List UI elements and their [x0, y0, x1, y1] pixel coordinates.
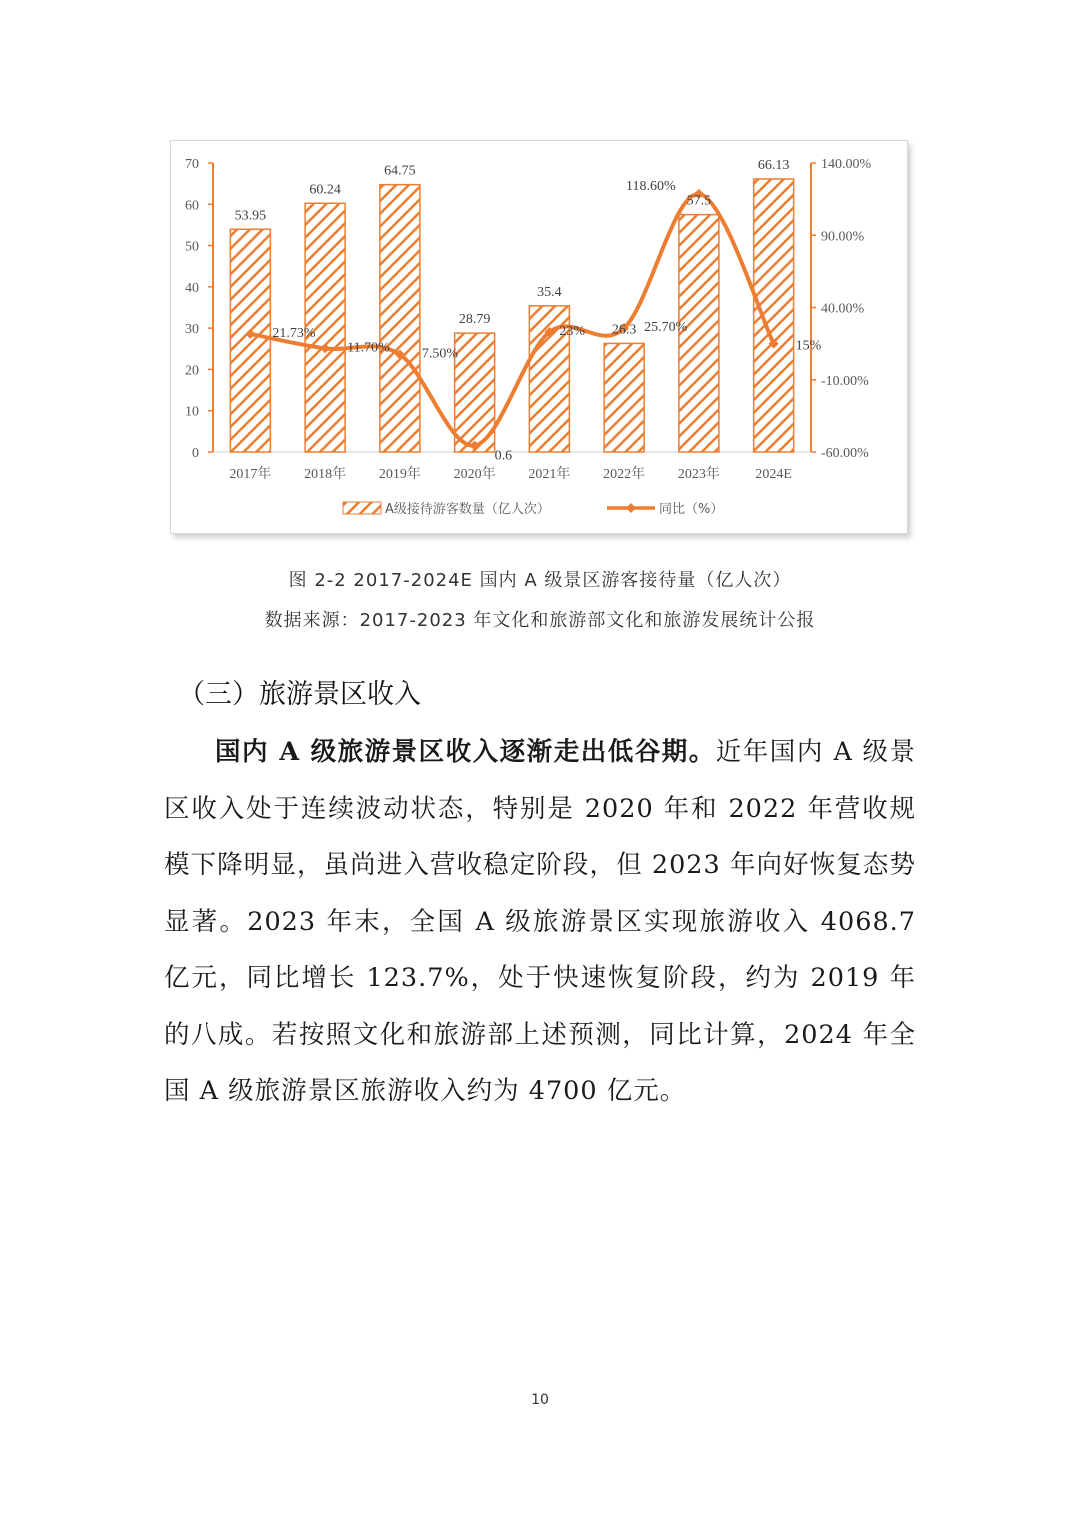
x-tick-label: 2024E [755, 467, 792, 482]
legend-bar-swatch [343, 502, 381, 514]
bar [380, 185, 420, 452]
x-tick-label: 2019年 [378, 467, 421, 482]
chart-frame [170, 140, 908, 534]
left-tick-label: 10 [185, 404, 199, 420]
left-tick-label: 70 [185, 157, 199, 172]
x-tick-label: 2018年 [304, 467, 347, 482]
growth-value-label: 15% [795, 338, 822, 354]
x-tick-label: 2021年 [528, 467, 571, 482]
right-tick-label: 90.00% [821, 229, 865, 245]
bar [754, 179, 794, 452]
body-text: 近年国内 A 级景区收入处于连续波动状态，特别是 2020 年和 2022 年营收规模下降明显，虽尚进入营收稳定阶段，但 2023 年向好恢复态势显著。2023 年末，全国 A 级旅游景区实现旅游收入 4068.7 亿元，同比增长 123.7%，处于快速恢复阶段，约为 2019 年的八成。若按照文化和旅游部上述预测，同比计算，2024 年全国 A 级旅游景区旅游收入约为 4700 亿元。 [164, 737, 916, 1106]
bar-value-label: 28.79 [458, 312, 491, 328]
left-tick-label: 20 [185, 363, 199, 379]
growth-value-label: 7.50% [421, 346, 459, 362]
lead-sentence: 国内 A 级旅游景区收入逐渐走出低谷期。 [215, 737, 716, 767]
x-tick-label: 2023年 [677, 467, 720, 482]
left-tick-label: 0 [192, 446, 199, 461]
section-heading: （三）旅游景区收入 [178, 679, 421, 710]
bar-value-label: 64.75 [384, 163, 416, 179]
growth-value-label: 0.6 [494, 448, 513, 464]
right-tick-label: -60.00% [821, 446, 869, 461]
bar-value-label: 60.24 [309, 182, 341, 198]
figure-caption: 图 2-2 2017-2024E 国内 A 级景区游客接待量（亿人次） [288, 570, 792, 591]
growth-value-label: 11.70% [347, 340, 390, 356]
bar-value-label: 26.3 [611, 322, 637, 338]
right-tick-label: 140.00% [821, 157, 872, 172]
x-tick-label: 2017年 [229, 467, 272, 482]
growth-value-label: 23% [559, 324, 586, 340]
bar-value-label: 35.4 [537, 284, 562, 300]
bar [604, 343, 644, 452]
left-tick-label: 60 [185, 198, 199, 214]
growth-value-label: 25.70% [644, 320, 688, 336]
right-tick-label: -10.00% [821, 373, 869, 389]
page-number: 10 [531, 1392, 549, 1408]
bar-value-label: 57.5 [686, 193, 712, 209]
legend-line-marker [626, 503, 636, 513]
figure-source: 数据来源：2017-2023 年文化和旅游部文化和旅游发展统计公报 [264, 610, 816, 631]
bar [230, 229, 270, 452]
left-tick-label: 50 [185, 239, 199, 255]
bar-value-label: 53.95 [234, 208, 267, 224]
left-tick-label: 40 [185, 280, 199, 296]
combo-chart [171, 141, 907, 533]
left-tick-label: 30 [185, 322, 199, 338]
legend-bar-label: A级接待游客数量（亿人次） [385, 502, 550, 517]
legend-line-label: 同比（%） [659, 502, 724, 517]
right-tick-label: 40.00% [821, 301, 865, 317]
growth-value-label: 21.73% [272, 325, 316, 341]
bar-value-label: 66.13 [757, 157, 790, 173]
growth-value-label: 118.60% [626, 178, 676, 194]
x-tick-label: 2022年 [603, 467, 646, 482]
body-paragraph [164, 724, 916, 1120]
x-tick-label: 2020年 [453, 467, 496, 482]
